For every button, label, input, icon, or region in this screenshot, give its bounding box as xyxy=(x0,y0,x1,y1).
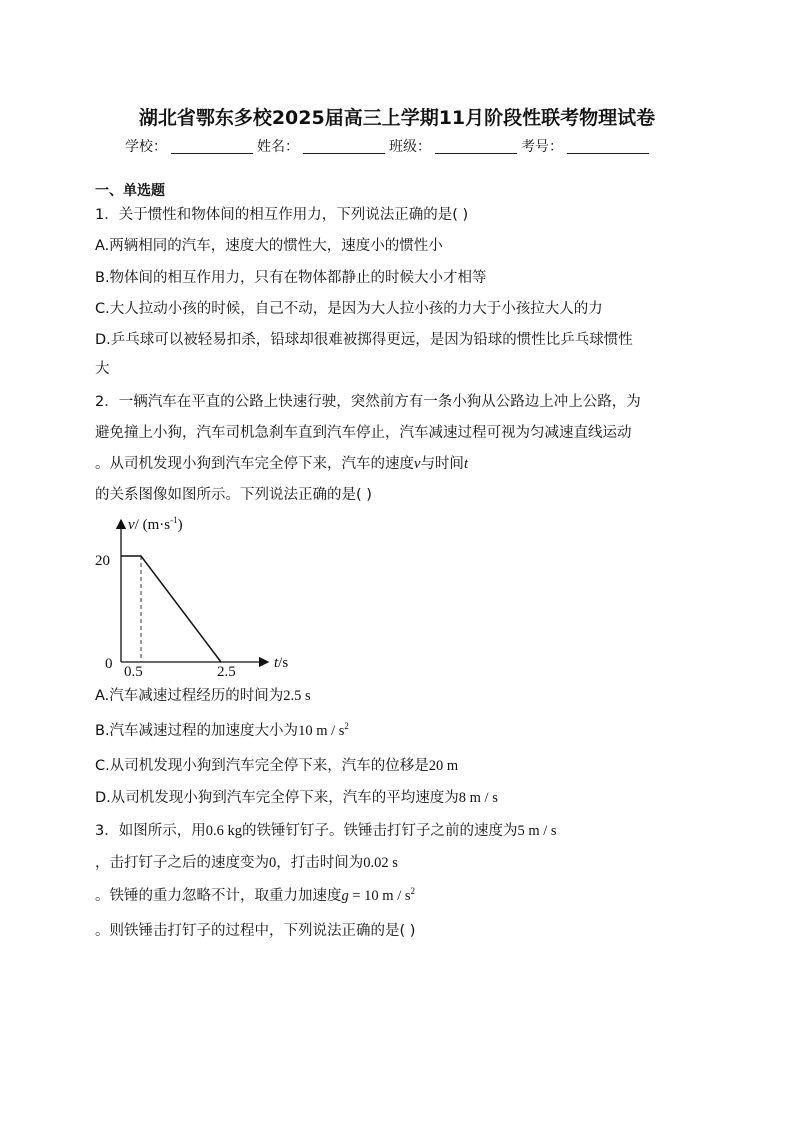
q2-line3 xyxy=(95,454,468,474)
student-info-row xyxy=(125,136,653,156)
q2-option-c xyxy=(95,756,458,776)
q3-line1-text: 3．如图所示，用 xyxy=(95,823,206,839)
velocity-time-graph xyxy=(90,512,320,677)
q1-stem: 1．关于惯性和物体间的相互作用力，下列说法正确的是( ) xyxy=(95,207,469,223)
name-blank[interactable] xyxy=(303,139,385,154)
q3-time: 0.02 s xyxy=(363,855,398,871)
q2-option-b-exponent: 2 xyxy=(344,721,349,732)
q2-line4: 的关系图像如图所示。下列说法正确的是( ) xyxy=(95,487,372,503)
q2-option-b-value: 10 m / s xyxy=(298,723,345,739)
q2-line3-text2: 与时间 xyxy=(420,456,464,472)
exam-number-blank[interactable] xyxy=(567,139,649,154)
q2-option-c-value: 20 m xyxy=(428,758,459,774)
school-blank[interactable] xyxy=(171,139,253,154)
q3-g-symbol: g xyxy=(341,888,349,904)
q1-option-a: A.两辆相同的汽车，速度大的惯性大，速度小的惯性小 xyxy=(95,238,443,254)
q1-option-b: B.物体间的相互作用力，只有在物体都静止的时候大小才相等 xyxy=(95,270,487,286)
q3-line2 xyxy=(95,853,398,873)
q3-mass: 0.6 kg xyxy=(205,823,242,839)
q3-g-exponent: 2 xyxy=(410,886,416,897)
exam-number-label: 考号： xyxy=(521,139,563,155)
school-label: 学校： xyxy=(125,139,167,155)
q3-line1 xyxy=(95,821,557,841)
class-blank[interactable] xyxy=(435,139,517,154)
q2-line2: 避免撞上小狗，汽车司机急刹车直到汽车停止，汽车减速过程可视为匀减速直线运动 xyxy=(95,425,632,441)
x-tick-label-2.5: 2.5 xyxy=(217,664,236,677)
q2-option-b-text: B.汽车减速过程的加速度大小为 xyxy=(95,723,299,739)
class-label: 班级： xyxy=(389,139,431,155)
q3-line3 xyxy=(95,886,415,906)
q2-option-a xyxy=(95,686,311,706)
y-axis-label: v/ $(m\cdot s^{-1})$ xyxy=(128,515,183,533)
q3-speed: 5 m / s xyxy=(517,823,557,839)
q1-option-c: C.大人拉动小孩的时候，自己不动，是因为大人拉小孩的力大于小孩拉大人的力 xyxy=(95,301,603,317)
q2-option-d xyxy=(95,788,498,808)
x-tick-label-0.5: 0.5 xyxy=(124,664,143,677)
q2-option-b xyxy=(95,721,349,741)
q1-option-d: D.乒乓球可以被轻易扣杀，铅球却很难被掷得更远，是因为铅球的惯性比乒乓球惯性 xyxy=(95,332,633,348)
q2-line1: 2．一辆汽车在平直的公路上快速行驶，突然前方有一条小狗从公路边上冲上公路，为 xyxy=(95,394,641,410)
q2-option-a-value: 2.5 s xyxy=(283,688,311,704)
q1-option-d-cont: 大 xyxy=(95,361,110,377)
q3-g-value: = 10 m / s xyxy=(348,888,411,904)
page-title: 湖北省鄂东多校2025届高三上学期11月阶段性联考物理试卷 xyxy=(138,107,656,129)
plot-layer xyxy=(121,556,221,662)
q3-line4: 。则铁锤击打钉子的过程中，下列说法正确的是( ) xyxy=(95,923,416,939)
q3-line3-text: 。铁锤的重力忽略不计，取重力加速度 xyxy=(95,888,342,904)
name-label: 姓名： xyxy=(257,139,299,155)
q2-option-d-value: 8 m / s xyxy=(458,790,498,806)
q2-line3-text: 。从司机发现小狗到汽车完全停下来，汽车的速度 xyxy=(95,456,414,472)
var-v: v xyxy=(414,456,421,472)
y-tick-label-20: 20 xyxy=(95,553,110,569)
q3-line1-text2: 的铁锤钉钉子。铁锤击打钉子之前的速度为 xyxy=(241,823,518,839)
velocity-series-line xyxy=(121,556,221,662)
q2-option-c-text: C.从司机发现小狗到汽车完全停下来，汽车的位移是 xyxy=(95,758,429,774)
q2-option-d-text: D.从司机发现小狗到汽车完全停下来，汽车的平均速度为 xyxy=(95,790,459,806)
var-t: t xyxy=(463,456,468,472)
q3-line2-text2: ，打击时间为 xyxy=(276,855,364,871)
origin-label: 0 xyxy=(105,656,113,672)
q2-option-a-text: A.汽车减速过程经历的时间为 xyxy=(95,688,284,704)
q3-final-speed: 0 xyxy=(269,855,277,871)
section-heading: 一、单选题 xyxy=(95,183,165,199)
q3-line2-text: ，击打钉子之后的速度变为 xyxy=(95,855,269,871)
x-axis-label: t/s xyxy=(274,655,289,671)
